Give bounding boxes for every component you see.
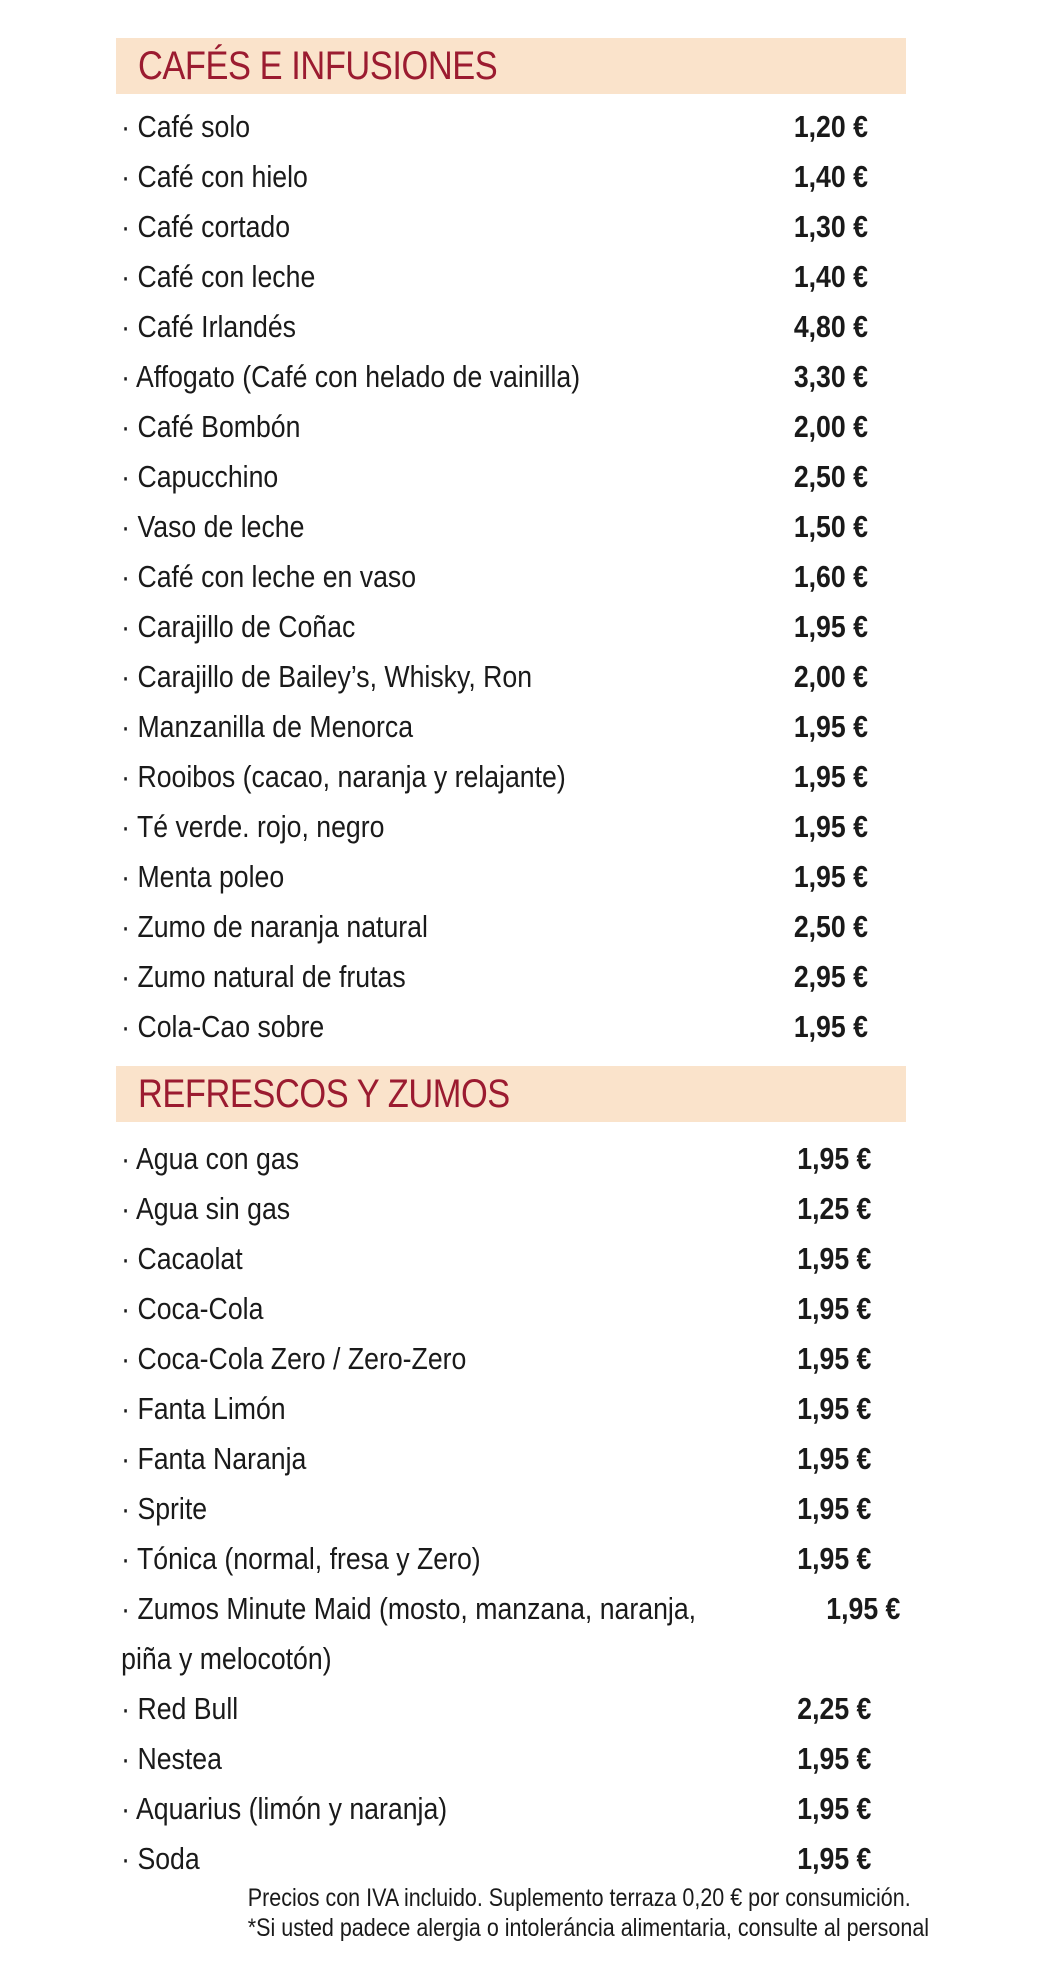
item-name: · Agua con gas [121, 1141, 300, 1176]
menu-item [116, 1134, 906, 1184]
item-name: · Agua sin gas [121, 1191, 291, 1226]
menu-item [116, 652, 906, 702]
item-price: 2,00 € [793, 659, 868, 694]
footer-allergy-note: *Si usted padece alergia o intoleráncia alimentaria, consulte al personal [247, 1914, 930, 1942]
item-name: · Nestea [121, 1741, 222, 1776]
menu-item [116, 152, 906, 202]
menu-item [116, 1434, 906, 1484]
menu-item [116, 1234, 906, 1284]
item-name: · Coca-Cola [121, 1291, 264, 1326]
menu-item-continuation [116, 1634, 906, 1684]
menu-item [116, 552, 906, 602]
item-name: · Café con hielo [121, 159, 308, 194]
item-price: 1,95 € [793, 1009, 868, 1044]
item-price: 1,60 € [793, 559, 868, 594]
section-title: REFRESCOS Y ZUMOS [138, 1071, 510, 1116]
item-name: · Cola-Cao sobre [121, 1009, 325, 1044]
section-cafes-infusiones [116, 38, 906, 1052]
item-price: 1,40 € [793, 159, 868, 194]
item-name: · Sprite [121, 1491, 208, 1526]
footer-notes [140, 1883, 930, 1943]
item-price: 4,80 € [793, 309, 868, 344]
item-price: 1,95 € [797, 1741, 872, 1776]
menu-item [116, 452, 906, 502]
item-price: 1,25 € [797, 1191, 872, 1226]
menu-item [116, 1334, 906, 1384]
item-price: 1,20 € [793, 109, 868, 144]
item-name: · Manzanilla de Menorca [121, 709, 414, 744]
item-price: 2,50 € [793, 459, 868, 494]
item-price: 1,95 € [793, 609, 868, 644]
item-name: · Capucchino [121, 459, 279, 494]
item-price: 1,95 € [793, 759, 868, 794]
menu-item [116, 852, 906, 902]
item-price: 1,95 € [797, 1291, 872, 1326]
menu-item [116, 802, 906, 852]
section-title: CAFÉS E INFUSIONES [138, 43, 498, 88]
item-price: 3,30 € [793, 359, 868, 394]
menu-item [116, 1002, 906, 1052]
item-name: · Carajillo de Bailey’s, Whisky, Ron [121, 659, 533, 694]
menu-item [116, 702, 906, 752]
menu-item [116, 352, 906, 402]
menu-item [116, 202, 906, 252]
item-name: · Fanta Limón [121, 1391, 286, 1426]
item-name: · Tónica (normal, fresa y Zero) [121, 1541, 481, 1576]
section-refrescos-zumos [116, 1066, 906, 1884]
item-name: · Café solo [121, 109, 251, 144]
menu-item [116, 1484, 906, 1534]
item-name: · Zumo natural de frutas [121, 959, 406, 994]
menu-item [116, 102, 906, 152]
menu-item [116, 1184, 906, 1234]
item-price: 1,95 € [793, 709, 868, 744]
item-name: · Café cortado [121, 209, 291, 244]
item-name: · Affogato (Café con helado de vainilla) [121, 359, 581, 394]
menu-item [116, 602, 906, 652]
menu-item [116, 1284, 906, 1334]
item-name: · Zumos Minute Maid (mosto, manzana, naranja, [121, 1591, 697, 1626]
item-price: 1,95 € [793, 859, 868, 894]
item-name: · Café con leche [121, 259, 316, 294]
menu-item [116, 902, 906, 952]
item-price: 1,95 € [797, 1241, 872, 1276]
section-header [116, 38, 906, 94]
item-price: 1,95 € [825, 1591, 900, 1626]
item-name: · Aquarius (limón y naranja) [121, 1791, 448, 1826]
item-price: 1,40 € [793, 259, 868, 294]
item-name: · Zumo de naranja natural [121, 909, 428, 944]
item-price: 1,95 € [793, 809, 868, 844]
item-name-continuation: piña y melocotón) [121, 1641, 332, 1676]
item-price: 1,30 € [793, 209, 868, 244]
item-price: 1,95 € [797, 1841, 872, 1876]
menu-item-list [116, 102, 906, 1052]
menu-item [116, 1734, 906, 1784]
item-price: 1,95 € [797, 1341, 872, 1376]
item-price: 2,25 € [797, 1691, 872, 1726]
item-name: · Carajillo de Coñac [121, 609, 356, 644]
item-price: 1,95 € [797, 1141, 872, 1176]
item-price: 2,95 € [793, 959, 868, 994]
menu-item [116, 1684, 906, 1734]
item-name: · Cacaolat [121, 1241, 243, 1276]
menu-item [116, 752, 906, 802]
item-name: · Café Irlandés [121, 309, 297, 344]
item-name: · Café con leche en vaso [121, 559, 417, 594]
menu-item [116, 1834, 906, 1884]
item-price: 1,95 € [797, 1391, 872, 1426]
menu-item [116, 1384, 906, 1434]
menu-item [116, 502, 906, 552]
section-header [116, 1066, 906, 1122]
menu-item [116, 302, 906, 352]
item-price: 1,95 € [797, 1541, 872, 1576]
item-name: · Soda [121, 1841, 200, 1876]
item-name: · Vaso de leche [121, 509, 305, 544]
item-price: 2,00 € [793, 409, 868, 444]
menu-item [116, 402, 906, 452]
menu-item [116, 1784, 906, 1834]
item-name: · Té verde. rojo, negro [121, 809, 385, 844]
item-name: · Fanta Naranja [121, 1441, 307, 1476]
menu-item [116, 252, 906, 302]
item-price: 1,50 € [793, 509, 868, 544]
menu-item [116, 952, 906, 1002]
footer-price-note: Precios con IVA incluido. Suplemento terraza 0,20 € por consumición. [247, 1884, 911, 1912]
menu-item [116, 1534, 906, 1584]
item-price: 1,95 € [797, 1491, 872, 1526]
item-name: · Coca-Cola Zero / Zero-Zero [121, 1341, 467, 1376]
item-price: 1,95 € [797, 1791, 872, 1826]
item-price: 2,50 € [793, 909, 868, 944]
drinks-menu [116, 38, 906, 1884]
item-name: · Café Bombón [121, 409, 301, 444]
item-name: · Red Bull [121, 1691, 239, 1726]
item-price: 1,95 € [797, 1441, 872, 1476]
item-name: · Rooibos (cacao, naranja y relajante) [121, 759, 566, 794]
item-name: · Menta poleo [121, 859, 285, 894]
menu-item-list [116, 1134, 906, 1884]
menu-item [116, 1584, 906, 1634]
